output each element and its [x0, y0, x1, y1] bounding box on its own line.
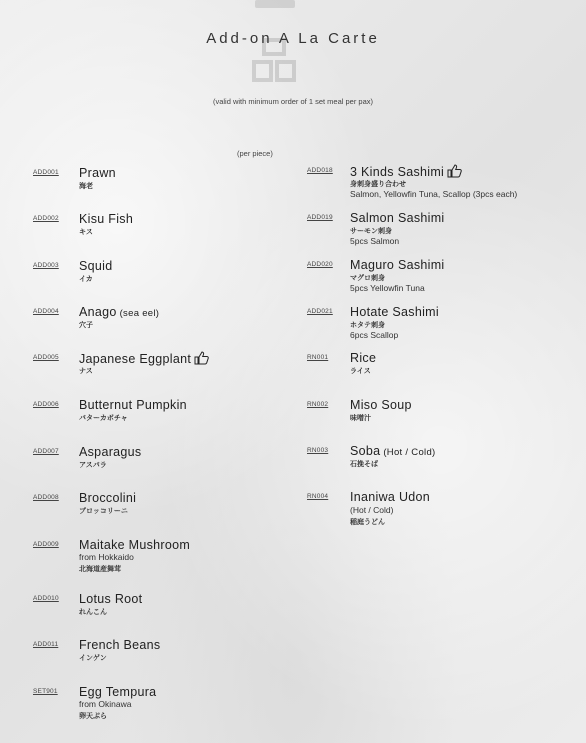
item-name-note: (sea eel): [116, 308, 160, 319]
item-name: [79, 685, 156, 699]
item-code: RN004: [307, 493, 329, 500]
item-name-text: 3 Kinds Sashimi: [350, 165, 445, 179]
item-name: [350, 444, 436, 458]
item-code: ADD005: [33, 354, 59, 361]
item-name-text: Maitake Mushroom: [79, 538, 191, 552]
item-name: [350, 258, 445, 272]
item-name-text: Soba: [350, 444, 381, 458]
item-description: from Hokkaido: [79, 552, 134, 562]
item-japanese: ホタテ刺身: [350, 322, 385, 329]
item-code: ADD020: [307, 261, 333, 268]
item-code: ADD002: [33, 215, 59, 222]
page-subtitle: (valid with minimum order of 1 set meal per pax): [212, 97, 374, 106]
item-japanese: マグロ刺身: [350, 275, 385, 282]
item-japanese: サーモン刺身: [350, 228, 392, 235]
item-code: ADD001: [33, 169, 59, 176]
item-name: [79, 305, 159, 319]
item-code: ADD021: [307, 308, 333, 315]
item-name-text: Salmon Sashimi: [350, 211, 445, 225]
item-name-text: Maguro Sashimi: [350, 258, 445, 272]
item-japanese: イカ: [79, 276, 93, 283]
decorative-mark-top: [255, 0, 295, 8]
item-japanese: 石挽そば: [350, 461, 378, 468]
item-name: [79, 259, 112, 273]
item-japanese: 味噌汁: [350, 415, 371, 422]
item-name-text: Lotus Root: [79, 592, 143, 606]
item-name-text: Asparagus: [79, 445, 142, 459]
item-code: ADD011: [33, 641, 59, 648]
item-name: [350, 305, 439, 319]
item-japanese: れんこん: [79, 609, 107, 616]
item-name: [79, 491, 136, 505]
item-name: [79, 212, 133, 226]
item-japanese: 卵天ぷら: [79, 713, 107, 720]
item-name-text: Broccolini: [79, 491, 137, 505]
item-name: [350, 490, 430, 504]
item-name-text: Japanese Eggplant: [79, 352, 192, 366]
item-japanese: 稲庭うどん: [350, 519, 385, 526]
item-name: [79, 166, 116, 180]
item-japanese: バターカボチャ: [79, 415, 128, 422]
item-name-text: Kisu Fish: [79, 212, 134, 226]
per-piece-label: (per piece): [237, 149, 273, 158]
item-name-text: Miso Soup: [350, 398, 412, 412]
item-name-text: French Beans: [79, 638, 161, 652]
item-code: SET901: [33, 688, 58, 695]
item-japanese: 身刺身盛り合わせ: [350, 181, 406, 188]
thumbs-up-icon: [447, 164, 462, 181]
item-name: [350, 398, 412, 412]
item-name: [350, 211, 445, 225]
item-name-text: Rice: [350, 351, 377, 365]
item-name: [79, 398, 187, 412]
item-name-text: Egg Tempura: [79, 685, 157, 699]
item-code: RN001: [307, 354, 329, 361]
item-japanese: ナス: [79, 368, 93, 375]
item-description: (Hot / Cold): [350, 505, 394, 515]
item-description: from Okinawa: [79, 699, 132, 709]
item-name-text: Butternut Pumpkin: [79, 398, 187, 412]
item-description: 6pcs Scallop: [350, 330, 399, 340]
item-japanese: 海老: [79, 183, 93, 190]
item-japanese: ブロッコリーニ: [79, 508, 128, 515]
item-name: [350, 351, 376, 365]
item-code: ADD010: [33, 595, 59, 602]
item-name-text: Squid: [79, 259, 113, 273]
item-japanese: 北海道産舞茸: [79, 566, 121, 573]
item-japanese: ライス: [350, 368, 371, 375]
item-name-text: Inaniwa Udon: [350, 490, 431, 504]
item-code: ADD018: [307, 167, 333, 174]
item-name-note: (Hot / Cold): [380, 447, 436, 458]
item-name-text: Prawn: [79, 166, 116, 180]
item-name: [79, 538, 190, 552]
item-code: ADD007: [33, 448, 59, 455]
item-description: 5pcs Salmon: [350, 236, 400, 246]
item-name: [79, 638, 160, 652]
item-japanese: アスパラ: [79, 462, 107, 469]
item-name: [79, 592, 142, 606]
thumbs-up-icon: [194, 351, 209, 368]
item-code: ADD004: [33, 308, 59, 315]
item-description: Salmon, Yellowfin Tuna, Scallop (3pcs each): [350, 189, 518, 199]
item-code: ADD008: [33, 494, 59, 501]
item-description: 5pcs Yellowfin Tuna: [350, 283, 425, 293]
item-japanese: 穴子: [79, 322, 93, 329]
item-name: [79, 351, 209, 368]
item-name-text: Hotate Sashimi: [350, 305, 439, 319]
item-code: RN002: [307, 401, 329, 408]
item-japanese: インゲン: [79, 655, 107, 662]
page-title: Add-on A La Carte: [206, 30, 380, 47]
item-code: RN003: [307, 447, 329, 454]
item-japanese: キス: [79, 229, 93, 236]
item-name-text: Anago: [79, 305, 117, 319]
item-name: [79, 445, 141, 459]
item-code: ADD003: [33, 262, 59, 269]
item-code: ADD009: [33, 541, 59, 548]
item-code: ADD019: [307, 214, 333, 221]
item-code: ADD006: [33, 401, 59, 408]
